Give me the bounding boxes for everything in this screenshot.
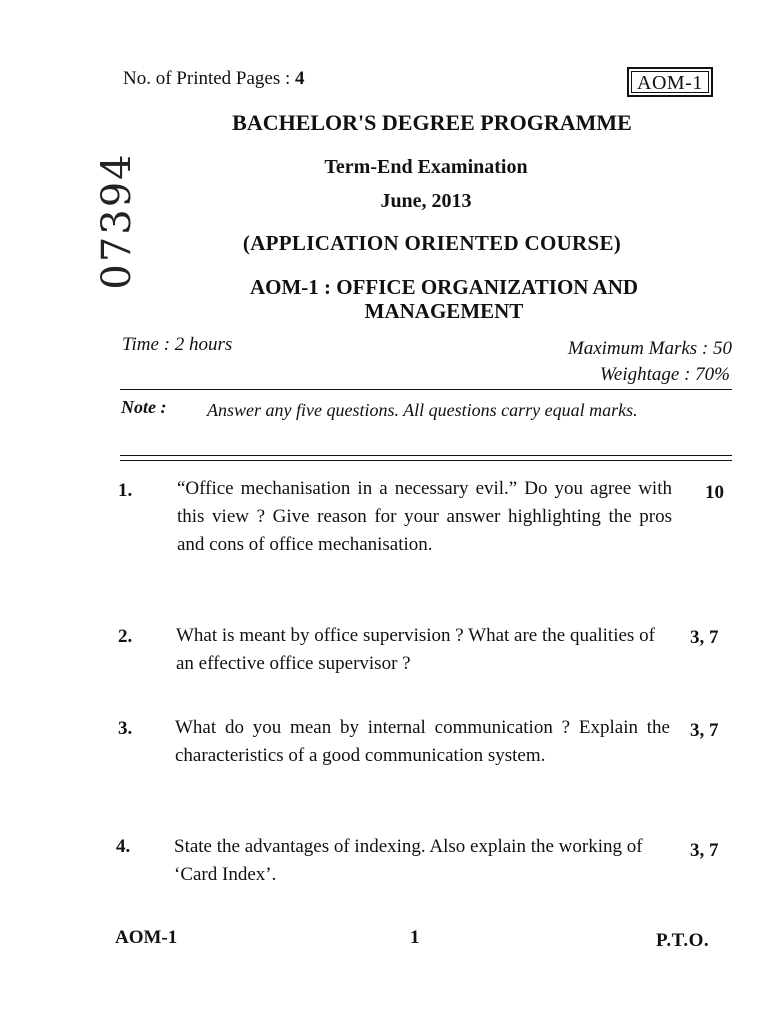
- note-text: Answer any five questions. All questions carry equal marks.: [207, 400, 638, 420]
- question-3-text: What do you mean by internal communication ? Explain the characteristics of a good communication system.: [175, 717, 670, 766]
- course-code-box: AOM-1: [627, 67, 713, 97]
- footer-page-number: 1: [410, 927, 420, 948]
- footer-code: AOM-1: [115, 927, 178, 948]
- question-2-number: 2.: [118, 626, 133, 647]
- weightage: Weightage : 70%: [599, 364, 730, 385]
- exam-time: Time : 2 hours: [122, 334, 233, 355]
- question-1-marks: 10: [705, 482, 724, 503]
- question-4-text: State the advantages of indexing. Also explain the working of ‘Card Index’.: [174, 836, 643, 885]
- question-4-number: 4.: [116, 836, 131, 857]
- divider-double-top: [120, 455, 732, 456]
- programme-title: BACHELOR'S DEGREE PROGRAMME: [232, 110, 632, 135]
- question-2-marks: 3, 7: [690, 627, 719, 648]
- maximum-marks: Maximum Marks : 50: [567, 338, 732, 359]
- exam-title: Term-End Examination: [324, 156, 528, 178]
- subject-title-line2: MANAGEMENT: [364, 299, 524, 323]
- question-1-text: “Office mechanisation in a necessary evil.” Do you agree with this view ? Give reason for your answer highlighting the pros and cons of office mechanisation.: [177, 478, 672, 555]
- course-type: (APPLICATION ORIENTED COURSE): [242, 231, 622, 255]
- divider-double-bottom: [120, 460, 732, 461]
- exam-session: June, 2013: [380, 190, 472, 212]
- printed-pages: [123, 68, 305, 90]
- question-2-text: What is meant by office supervision ? What are the qualities of an effective office supervisor ?: [176, 625, 655, 674]
- question-4-marks: 3, 7: [690, 840, 719, 861]
- question-3-marks: 3, 7: [690, 720, 719, 741]
- note-label: Note :: [121, 397, 167, 417]
- printed-pages-label: No. of Printed Pages :: [123, 68, 296, 89]
- question-1-number: 1.: [118, 480, 133, 501]
- footer-pto: P.T.O.: [656, 930, 710, 951]
- question-3-number: 3.: [118, 718, 133, 739]
- subject-title-line1: AOM-1 : OFFICE ORGANIZATION AND: [249, 275, 639, 299]
- printed-pages-value: 4: [295, 68, 305, 89]
- divider-line: [120, 389, 732, 390]
- serial-number: 07394: [94, 152, 140, 290]
